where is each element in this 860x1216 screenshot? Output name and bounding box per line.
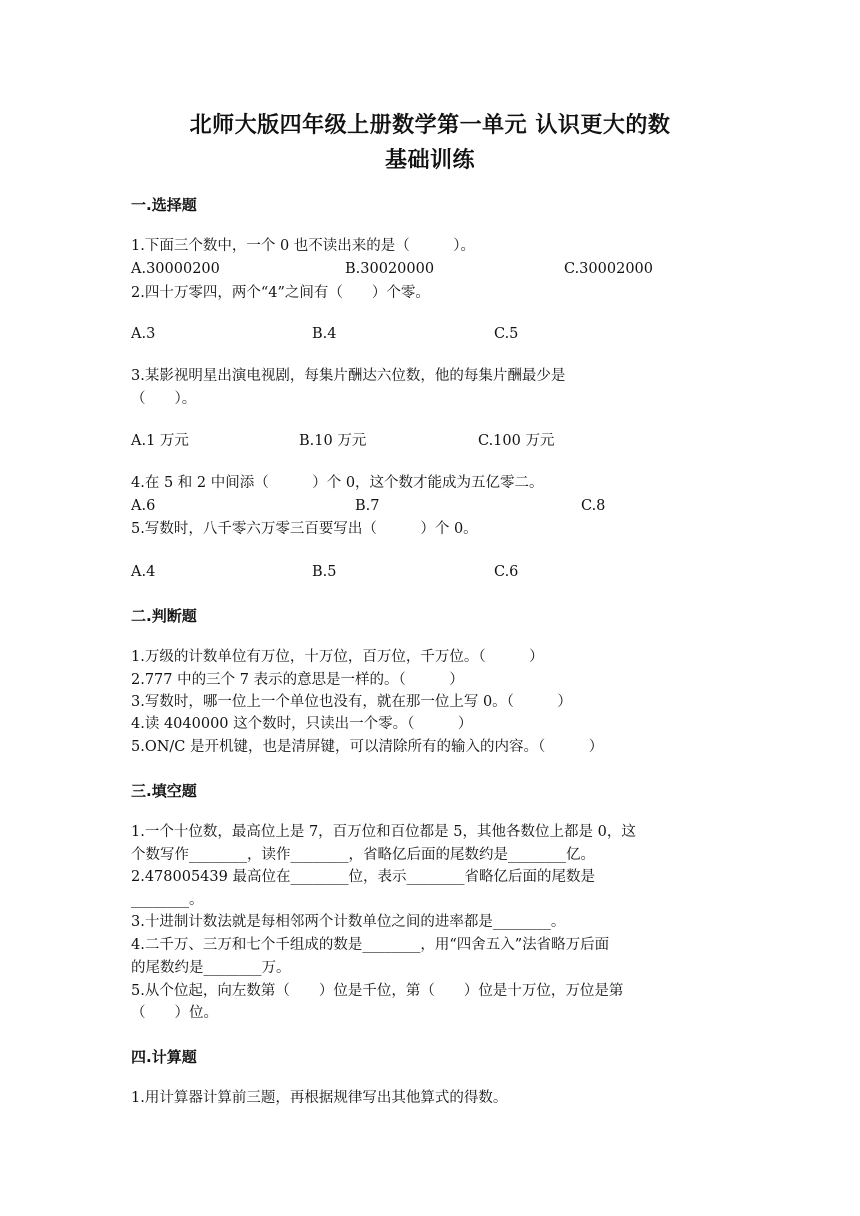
section-heading-fill-blank: 三.填空题 bbox=[131, 782, 197, 800]
option-a: A.3 bbox=[131, 326, 156, 342]
fill-blank-line: 5.从个位起，向左数第（ ）位是千位，第（ ）位是十万位，万位是第 bbox=[131, 983, 624, 999]
fill-blank-line: 个数写作________，读作________，省略亿后面的尾数约是________亿。 bbox=[131, 847, 595, 863]
question-text: 3.某影视明星出演电视剧，每集片酬达六位数，他的每集片酬最少是 bbox=[131, 368, 566, 384]
section-heading-choice: 一.选择题 bbox=[131, 196, 197, 214]
option-b: B.4 bbox=[312, 326, 337, 342]
statement-item: 1.万级的计数单位有万位，十万位，百万位，千万位。（ ） bbox=[131, 649, 544, 665]
section-heading-calculation: 四.计算题 bbox=[131, 1048, 197, 1066]
option-b: B.7 bbox=[355, 498, 380, 514]
question-text: 5.写数时，八千零六万零三百要写出（ ）个 0。 bbox=[131, 521, 478, 537]
option-b: B.5 bbox=[312, 564, 337, 580]
calculation-item: 1.用计算器计算前三题，再根据规律写出其他算式的得数。 bbox=[131, 1090, 508, 1106]
statement-item: 3.写数时，哪一位上一个单位也没有，就在那一位上写 0。（ ） bbox=[131, 694, 572, 710]
question-text-continued: （ ）。 bbox=[131, 391, 197, 407]
option-c: C.5 bbox=[494, 326, 519, 342]
section-heading-judgment: 二.判断题 bbox=[131, 607, 197, 625]
fill-blank-line: 3.十进制计数法就是每相邻两个计数单位之间的进率都是________。 bbox=[131, 914, 566, 930]
fill-blank-line: （ ）位。 bbox=[131, 1005, 218, 1021]
option-a: A.6 bbox=[131, 498, 156, 514]
statement-item: 5.ON/C 是开机键，也是清屏键，可以清除所有的输入的内容。（ ） bbox=[131, 739, 604, 755]
option-a: A.4 bbox=[131, 564, 156, 580]
statement-item: 2.777 中的三个 7 表示的意思是一样的。（ ） bbox=[131, 672, 464, 688]
option-b: B.30020000 bbox=[345, 261, 435, 277]
fill-blank-line: ________。 bbox=[131, 892, 204, 908]
option-a: A.1 万元 bbox=[131, 433, 189, 449]
question-text: 1.下面三个数中，一个 0 也不读出来的是（ ）。 bbox=[131, 238, 476, 254]
question-text: 4.在 5 和 2 中间添（ ）个 0，这个数才能成为五亿零二。 bbox=[131, 475, 544, 491]
fill-blank-line: 4.二千万、三万和七个千组成的数是________，用“四舍五入”法省略万后面 bbox=[131, 937, 610, 953]
fill-blank-line: 的尾数约是________万。 bbox=[131, 960, 291, 976]
option-a: A.30000200 bbox=[131, 261, 220, 277]
document-title: 北师大版四年级上册数学第一单元 认识更大的数 bbox=[189, 112, 671, 138]
option-c: C.6 bbox=[494, 564, 519, 580]
question-text: 2.四十万零四，两个“4”之间有（ ）个零。 bbox=[131, 285, 430, 301]
option-c: C.100 万元 bbox=[478, 433, 555, 449]
statement-item: 4.读 4040000 这个数时，只读出一个零。（ ） bbox=[131, 716, 473, 732]
option-b: B.10 万元 bbox=[299, 433, 367, 449]
fill-blank-line: 1.一个十位数，最高位上是 7，百万位和百位都是 5，其他各数位上都是 0，这 bbox=[131, 824, 636, 840]
document-subtitle: 基础训练 bbox=[384, 147, 475, 173]
fill-blank-line: 2.478005439 最高位在________位，表示________省略亿后面的尾数是 bbox=[131, 869, 595, 885]
option-c: C.30002000 bbox=[564, 261, 653, 277]
option-c: C.8 bbox=[581, 498, 606, 514]
